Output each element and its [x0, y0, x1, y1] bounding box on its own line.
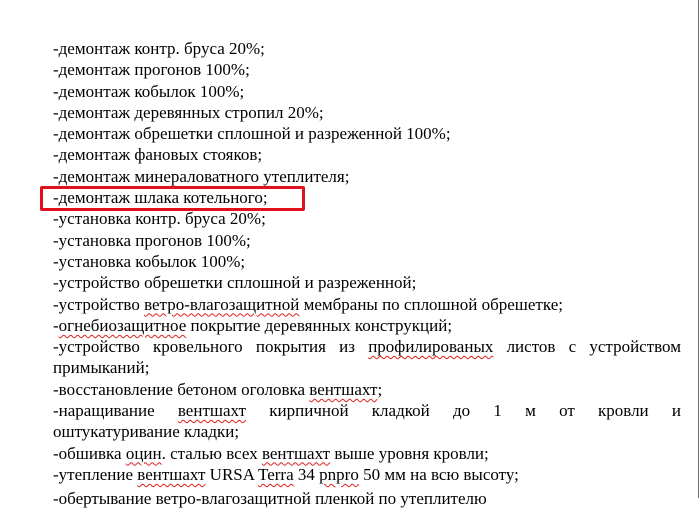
document-line: [53, 357, 681, 378]
text-segment: -демонтаж фановых стояков;: [53, 145, 263, 165]
misspelled-word: профилированых: [368, 337, 494, 357]
text-segment: примыканий;: [53, 358, 150, 378]
misspelled-word: вентшахт: [137, 464, 206, 484]
text-segment: -демонтаж кобылок 100%;: [53, 81, 245, 101]
misspelled-word: оцин: [125, 443, 162, 463]
text-segment: -демонтаж обрешетки сплошной и разреженной 100%;: [53, 124, 451, 144]
text-segment: . сталью всех: [161, 443, 262, 463]
text-segment: 34: [293, 464, 320, 484]
text-segment: -демонтаж прогонов 100%;: [53, 60, 250, 80]
document-line: [53, 294, 681, 315]
text-segment: -восстановление бетоном оголовка: [53, 379, 310, 399]
document-line: [53, 315, 681, 336]
text-segment: листов с устройством: [493, 337, 681, 357]
misspelled-word: вентшахт: [261, 443, 331, 463]
misspelled-word: Terra: [258, 464, 294, 484]
document-line: [53, 272, 681, 293]
document-line: [53, 230, 681, 251]
document-body: [53, 38, 681, 485]
document-line: [53, 102, 681, 123]
text-segment: -наращивание: [53, 401, 178, 421]
text-segment: оштукатуривание кладки;: [53, 422, 240, 442]
text-segment: -установка кобылок 100%;: [53, 251, 246, 271]
document-line: [53, 208, 681, 229]
text-segment: -установка прогонов 100%;: [53, 230, 251, 250]
misspelled-word: вентшахт: [309, 379, 378, 399]
text-segment: мембраны по сплошной обрешетке;: [299, 294, 563, 314]
document-line: [53, 123, 681, 144]
highlight-box: [40, 186, 305, 211]
cut-off-line: -обертывание ветро-влагозащитной пленкой по утеплителю: [53, 489, 487, 508]
document-line: [53, 379, 681, 400]
misspelled-word: ветро-влагозащитной: [144, 294, 300, 314]
text-segment: -утепление: [53, 464, 138, 484]
document-line: [53, 251, 681, 272]
text-segment: -устройство: [53, 294, 145, 314]
text-segment: -обшивка: [53, 443, 126, 463]
document-line: [53, 443, 681, 464]
text-segment: кирпичной кладкой до 1 м от кровли и: [246, 401, 681, 421]
document-line: [53, 59, 681, 80]
text-segment: -: [53, 315, 59, 335]
text-segment: -демонтаж деревянных стропил 20%;: [53, 102, 324, 122]
text-segment: URSA: [205, 464, 259, 484]
text-segment: -устройство обрешетки сплошной и разреженной;: [53, 273, 417, 293]
text-segment: -демонтаж шлака котельного;: [53, 188, 268, 208]
document-line: [53, 421, 681, 442]
document-line: [53, 400, 681, 421]
misspelled-word: вентшахт: [177, 401, 247, 421]
misspelled-word: pnpro: [319, 464, 359, 484]
document-line: [53, 464, 681, 485]
page-edge: [698, 0, 699, 498]
text-segment: 50 мм на всю высоту;: [358, 464, 519, 484]
document-line: [53, 144, 681, 165]
text-segment: покрытие деревянных конструкций;: [186, 315, 453, 335]
text-segment: выше уровня кровли;: [330, 443, 489, 463]
document-line: [53, 81, 681, 102]
text-segment: -демонтаж контр. бруса 20%;: [53, 39, 265, 58]
text-segment: ;: [377, 379, 383, 399]
text-segment: -демонтаж минераловатного утеплителя;: [53, 166, 350, 186]
text-segment: -устройство кровельного покрытия из: [53, 337, 369, 357]
document-line: [53, 336, 681, 357]
text-segment: -установка контр. бруса 20%;: [53, 209, 266, 229]
misspelled-word: огнебиозащитное: [58, 315, 187, 335]
document-line: [53, 38, 681, 59]
document-line: [53, 166, 681, 187]
